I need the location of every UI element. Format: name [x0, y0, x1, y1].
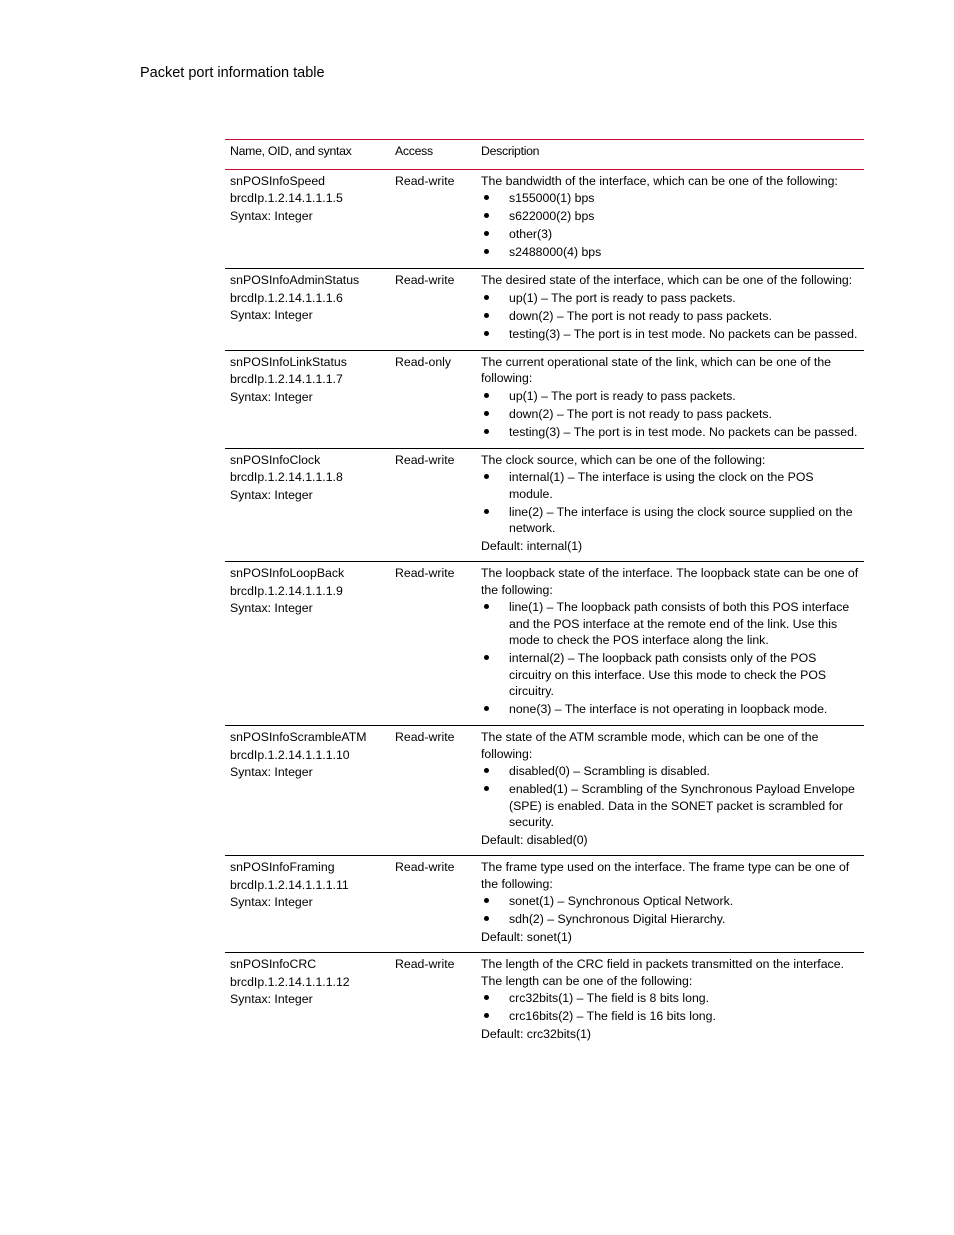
bullet-icon — [484, 313, 489, 318]
list-item-text: down(2) – The port is not ready to pass packets. — [509, 406, 772, 421]
list-item — [481, 469, 859, 502]
description-cell — [476, 856, 864, 953]
list-item — [481, 406, 859, 423]
value-list — [481, 893, 859, 928]
bullet-icon — [484, 1013, 489, 1018]
value-list — [481, 763, 859, 831]
object-oid: brcdIp.1.2.14.1.1.1.10 — [230, 747, 350, 762]
list-item-text: sdh(2) – Synchronous Digital Hierarchy. — [509, 912, 726, 926]
list-item — [481, 190, 859, 207]
list-item — [481, 990, 859, 1007]
access-cell: Read-write — [390, 562, 476, 726]
bullet-icon — [484, 231, 489, 236]
list-item — [481, 244, 859, 261]
bullet-icon — [484, 706, 489, 711]
name-oid-syntax-cell — [225, 448, 390, 562]
name-oid-syntax-cell — [225, 169, 390, 269]
list-item — [481, 290, 859, 307]
list-item — [481, 911, 859, 928]
list-item — [481, 763, 859, 780]
object-oid: brcdIp.1.2.14.1.1.1.11 — [230, 877, 349, 892]
list-item — [481, 326, 859, 343]
description-text: The frame type used on the interface. The frame type can be one of the following: — [481, 860, 850, 891]
bullet-icon — [484, 213, 489, 218]
column-header-access: Access — [390, 140, 476, 170]
object-oid: brcdIp.1.2.14.1.1.1.5 — [230, 191, 343, 205]
object-syntax: Syntax: Integer — [230, 601, 313, 615]
access-cell: Read-write — [395, 957, 455, 971]
table-body — [225, 169, 864, 1049]
description-cell — [476, 562, 864, 726]
list-item — [481, 226, 859, 243]
list-item-text: up(1) – The port is ready to pass packets. — [509, 388, 736, 403]
default-value: Default: internal(1) — [481, 539, 583, 553]
bullet-icon — [484, 411, 489, 416]
access-cell: Read-write — [390, 726, 476, 856]
object-syntax: Syntax: Integer — [230, 765, 313, 779]
object-name: snPOSInfoLinkStatus — [230, 354, 347, 369]
name-oid-syntax-cell — [225, 350, 390, 448]
table-row — [225, 856, 864, 953]
value-list — [481, 290, 859, 343]
value-list — [481, 599, 859, 718]
object-oid: brcdIp.1.2.14.1.1.1.7 — [230, 372, 343, 386]
table-row — [225, 562, 864, 726]
name-oid-syntax-cell — [225, 269, 390, 351]
list-item-text: s622000(2) bps — [509, 209, 595, 223]
description-cell — [476, 953, 864, 1050]
list-item-text: sonet(1) – Synchronous Optical Network. — [509, 894, 734, 908]
description-cell — [476, 169, 864, 269]
object-name: snPOSInfoClock — [230, 452, 321, 467]
bullet-icon — [484, 509, 489, 514]
table-header-row — [225, 140, 864, 170]
table-row — [225, 448, 864, 562]
object-oid: brcdIp.1.2.14.1.1.1.12 — [230, 974, 350, 989]
list-item-text: none(3) – The interface is not operating in loopback mode. — [509, 702, 828, 716]
list-item — [481, 1008, 859, 1025]
list-item-text: line(1) – The loopback path consists of both this POS interface and the POS interface at the remote end of the link. Use this mode to check the POS interface along the link. — [509, 600, 850, 647]
list-item-text: internal(1) – The interface is using the clock on the POS module. — [509, 470, 814, 501]
page-header: Packet port information table — [140, 65, 325, 81]
list-item-text: enabled(1) – Scrambling of the Synchronous Payload Envelope (SPE) is enabled. Data in the SONET packet is scrambled for security. — [509, 782, 855, 829]
list-item-text: testing(3) – The port is in test mode. No packets can be passed. — [509, 424, 858, 439]
column-header-name: Name, OID, and syntax — [225, 140, 390, 170]
mib-object-table — [225, 139, 864, 1049]
bullet-icon — [484, 768, 489, 773]
object-name: snPOSInfoAdminStatus — [230, 273, 360, 287]
bullet-icon — [484, 995, 489, 1000]
description-cell — [476, 269, 864, 351]
object-syntax: Syntax: Integer — [230, 208, 313, 223]
list-item-text: other(3) — [509, 227, 553, 241]
list-item-text: internal(2) – The loopback path consists only of the POS circuitry on this interface. Use this mode to check the POS circuitry. — [509, 651, 827, 698]
list-item-text: disabled(0) – Scrambling is disabled. — [509, 764, 710, 778]
name-oid-syntax-cell — [225, 953, 390, 1050]
object-syntax: Syntax: Integer — [230, 895, 313, 909]
object-oid: brcdIp.1.2.14.1.1.1.8 — [230, 470, 343, 484]
bullet-icon — [484, 393, 489, 398]
table-row — [225, 169, 864, 269]
bullet-icon — [484, 898, 489, 903]
list-item — [481, 308, 859, 325]
name-oid-syntax-cell — [225, 856, 390, 953]
list-item — [481, 424, 859, 441]
description-text: The length of the CRC field in packets transmitted on the interface. The length can be one of the following: — [481, 957, 844, 988]
description-text: The current operational state of the link, which can be one of the following: — [481, 354, 831, 385]
access-cell: Read-only — [390, 350, 476, 448]
access-cell: Read-write — [390, 856, 476, 953]
object-name: snPOSInfoCRC — [230, 957, 317, 971]
description-text: The state of the ATM scramble mode, which can be one of the following: — [481, 730, 819, 761]
object-syntax: Syntax: Integer — [230, 992, 313, 1006]
list-item-text: up(1) – The port is ready to pass packets. — [509, 290, 736, 305]
bullet-icon — [484, 429, 489, 434]
object-name: snPOSInfoFraming — [230, 860, 335, 874]
table-row — [225, 269, 864, 351]
value-list — [481, 990, 859, 1025]
description-text: The bandwidth of the interface, which can be one of the following: — [481, 173, 838, 188]
object-name: snPOSInfoSpeed — [230, 173, 326, 188]
list-item-text: s2488000(4) bps — [509, 245, 602, 259]
list-item-text: testing(3) – The port is in test mode. No packets can be passed. — [509, 326, 858, 341]
access-cell: Read-write — [390, 169, 476, 269]
object-syntax: Syntax: Integer — [230, 389, 313, 404]
column-header-description: Description — [476, 140, 864, 170]
list-item — [481, 599, 859, 649]
object-oid: brcdIp.1.2.14.1.1.1.6 — [230, 290, 343, 305]
object-name: snPOSInfoScrambleATM — [230, 730, 367, 744]
list-item-text: crc16bits(2) – The field is 16 bits long. — [509, 1009, 716, 1023]
description-text: The clock source, which can be one of the following: — [481, 452, 766, 467]
bullet-icon — [484, 786, 489, 791]
list-item — [481, 208, 859, 225]
bullet-icon — [484, 655, 489, 660]
value-list — [481, 190, 859, 261]
description-text: The desired state of the interface, which can be one of the following: — [481, 273, 853, 287]
bullet-icon — [484, 249, 489, 254]
object-name: snPOSInfoLoopBack — [230, 566, 345, 580]
value-list — [481, 388, 859, 441]
description-cell — [476, 350, 864, 448]
description-text: The loopback state of the interface. The loopback state can be one of the following: — [481, 566, 859, 597]
bullet-icon — [484, 195, 489, 200]
bullet-icon — [484, 295, 489, 300]
access-cell: Read-write — [390, 269, 476, 351]
list-item-text: line(2) – The interface is using the clock source supplied on the network. — [509, 504, 853, 535]
description-cell — [476, 448, 864, 562]
list-item — [481, 650, 859, 700]
bullet-icon — [484, 916, 489, 921]
list-item — [481, 781, 859, 831]
object-oid: brcdIp.1.2.14.1.1.1.9 — [230, 583, 343, 598]
value-list — [481, 469, 859, 537]
list-item — [481, 893, 859, 910]
bullet-icon — [484, 331, 489, 336]
list-item-text: s155000(1) bps — [509, 191, 595, 205]
table-row — [225, 350, 864, 448]
list-item — [481, 388, 859, 405]
table-row — [225, 726, 864, 856]
name-oid-syntax-cell — [225, 726, 390, 856]
name-oid-syntax-cell — [225, 562, 390, 726]
description-cell — [476, 726, 864, 856]
object-syntax: Syntax: Integer — [230, 308, 313, 322]
default-value: Default: crc32bits(1) — [481, 1027, 592, 1041]
default-value: Default: sonet(1) — [481, 930, 572, 944]
list-item — [481, 504, 859, 537]
bullet-icon — [484, 474, 489, 479]
access-cell: Read-write — [390, 448, 476, 562]
bullet-icon — [484, 604, 489, 609]
object-syntax: Syntax: Integer — [230, 487, 313, 502]
list-item-text: crc32bits(1) – The field is 8 bits long. — [509, 991, 710, 1005]
table-row — [225, 953, 864, 1050]
list-item — [481, 701, 859, 718]
default-value: Default: disabled(0) — [481, 833, 588, 847]
list-item-text: down(2) – The port is not ready to pass packets. — [509, 308, 772, 323]
